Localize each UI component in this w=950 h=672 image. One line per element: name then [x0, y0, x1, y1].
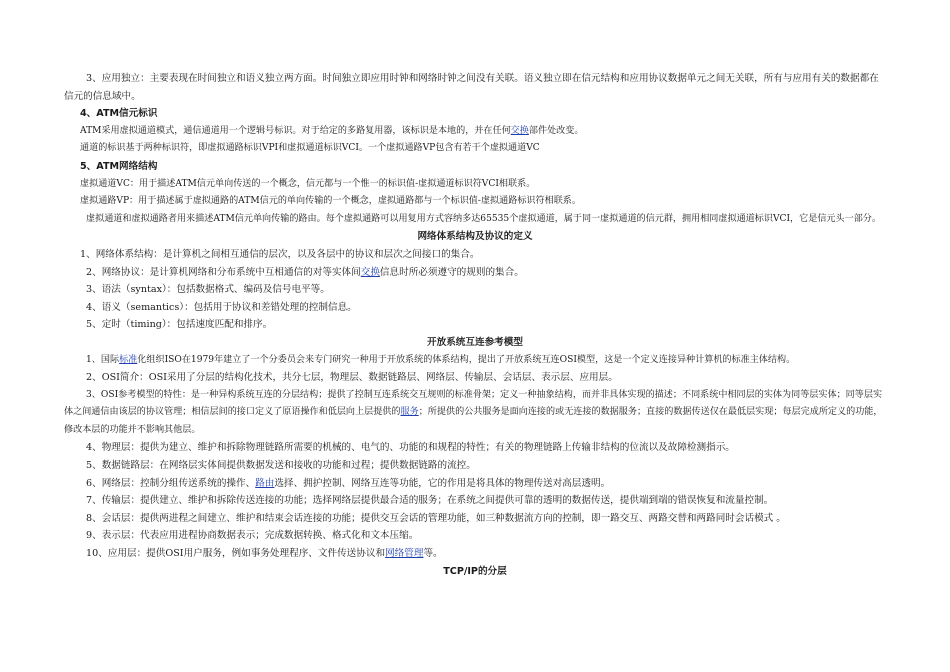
document-body: [64, 70, 886, 580]
list-item-physical-layer: 4、物理层：提供为建立、维护和拆除物理链路所需要的机械的、电气的、功能的和规程的特性；有关的物理链路上传输非结构的位流以及故障检测指示。: [86, 442, 735, 454]
text-segment: ATM采用虚拟通道模式，通信通道用一个逻辑号标识。对于给定的多路复用器，该标识是本地的，并在任何: [80, 125, 511, 136]
text-segment: 1、国际: [86, 354, 120, 365]
list-item-syntax: 3、语法（syntax）：包括数据格式、编码及信号电平等。: [86, 284, 330, 296]
text-segment: 6、网络层：控制分组传送系统的操作、: [86, 477, 256, 489]
link-exchange[interactable]: 交换: [360, 266, 380, 278]
section-title-osi: 开放系统互连参考模型: [427, 336, 523, 348]
list-item-osi-features: [64, 387, 886, 440]
list-item-timing: 5、定时（timing）：包括速度匹配和排序。: [86, 319, 273, 331]
text-segment: 化组织ISO在1979年建立了一个分委员会来专门研究一种用于开放系统的体系结构，提出了开放系统互连OSI模型，这是一个定义连接异种计算机的标准主体结构。: [137, 354, 796, 365]
paragraph-atm-vc-mode: [64, 123, 886, 141]
text-segment: 信息时所必须遵守的规则的集合。: [379, 266, 524, 278]
list-item-session-layer: 8、会话层：提供两进程之间建立、维护和结束会话连接的功能；提供交互会话的管理功能，如三种数据流方向的控制，即一路交互、两路交替和两路同时会话模式 。: [86, 512, 786, 524]
paragraph-vp: 虚拟通路VP：用于描述属于虚拟通路的ATM信元的单向传输的一个概念，虚拟通路都与一个标识值-虚拟通路标识符相联系。: [80, 196, 581, 207]
list-item-network-layer: [64, 475, 886, 493]
list-item-transport-layer: 7、传输层：提供建立、维护和拆除传送连接的功能；选择网络层提供最合适的服务；在系统之间提供可靠的透明的数据传送，提供端到端的错误恢复和流量控制。: [86, 495, 774, 507]
text-segment: 3、OSI参考模型的特性：是一种异构系统互连的分层结构；提供了控制互连系统交互规则的标准骨架；定义一种抽象结构，而并非具体实现的描述；不同系统中相同层的实体为同等层实体；同等层实体之间通信由该层的协议管理；相信层间的接口定义了原语操作和低层向上层提供的: [64, 389, 883, 418]
list-item-architecture: 1、网络体系结构：是计算机之间相互通信的层次，以及各层中的协议和层次之间接口的集合。: [80, 248, 480, 260]
text-segment: 10、应用层：提供OSI用户服务，例如事务处理程序、文件传送协议和: [86, 548, 386, 560]
heading-atm-network: 5、ATM网络结构: [80, 160, 158, 172]
link-routing[interactable]: 路由: [255, 477, 275, 489]
list-item-iso: [64, 352, 886, 370]
link-exchange[interactable]: 交换: [510, 125, 529, 136]
paragraph-vc: 虚拟通道VC：用于描述ATM信元单向传送的一个概念，信元都与一个惟一的标识值-虚拟通道标识符VCI相联系。: [80, 178, 536, 189]
paragraph-vpi-vci: 通道的标识基于两种标识符，即虚拟通路标识VPI和虚拟通道标识VCI。一个虚拟通路VP包含有若干个虚拟通道VC: [80, 143, 540, 154]
list-item-presentation-layer: 9、表示层：代表应用进程协商数据表示；完成数据转换、格式化和文本压缩。: [86, 530, 419, 542]
section-title-tcpip: TCP/IP的分层: [443, 565, 507, 577]
heading-atm-cell-id: 4、ATM信元标识: [80, 108, 158, 120]
text-segment: ；所提供的公共服务是面向连接的或无连接的数据服务；直接的数据传送仅在最低层实现；每层完成所定义的功能，修改本层的功能并不影响其他层。: [64, 407, 883, 435]
list-item-data-link-layer: 5、数据链路层：在网络层实体间提供数据发送和接收的功能和过程；提供数据链路的流控。: [86, 460, 476, 472]
text-segment: 部件处改变。: [528, 125, 584, 136]
link-network-management[interactable]: 网络管理: [385, 548, 424, 560]
section-title-network-architecture: 网络体系结构及协议的定义: [417, 231, 533, 243]
list-item-protocol: [64, 264, 886, 282]
link-service[interactable]: 服务: [400, 407, 419, 418]
text-segment: 2、网络协议：是计算机网络和分布系统中互相通信的对等实体间: [86, 266, 361, 278]
list-item-semantics: 4、语义（semantics）：包括用于协议和差错处理的控制信息。: [86, 301, 357, 313]
paragraph-app-independence: 3、应用独立：主要表现在时间独立和语义独立两方面。时间独立即应用时钟和网络时钟之间没有关联。语义独立即在信元结构和应用协议数据单元之间无关联，所有与应用有关的数据都在信元的信息域中。: [64, 73, 879, 102]
text-segment: 选择、拥护控制、网络互连等功能，它的作用是将具体的物理传送对高层透明。: [274, 477, 611, 489]
list-item-application-layer: [64, 545, 886, 563]
link-standard[interactable]: 标准: [119, 354, 138, 365]
text-segment: 等。: [423, 548, 443, 560]
list-item-osi-intro: 2、OSI简介：OSI采用了分层的结构化技术，共分七层，物理层、数据链路层、网络层、传输层、会话层、表示层、应用层。: [86, 372, 618, 384]
paragraph-vc-vp-routing: 虚拟通道和虚拟通路者用来描述ATM信元单向传输的路由。每个虚拟通路可以用复用方式容纳多达65535个虚拟通道，属于同一虚拟通道的信元群，拥用相同虚拟通道标识VCI，它是信元头一部分。: [86, 213, 881, 224]
